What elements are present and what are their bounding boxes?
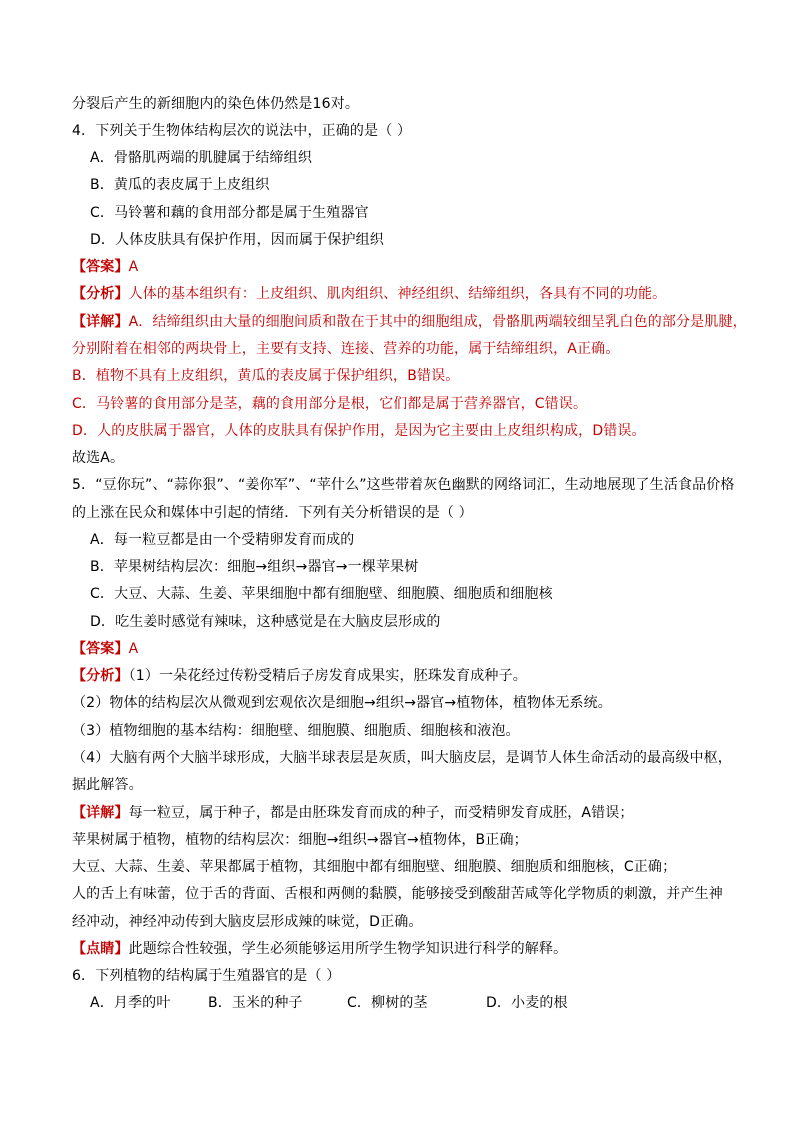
question-6-option-d: D．小麦的根 (486, 995, 568, 1011)
line-text: A．每一粒豆都是由一个受精卵发育而成的 (90, 532, 355, 548)
analysis-line (72, 693, 612, 713)
question-4-option-c (90, 203, 369, 223)
analysis-tag: 【分析】 (72, 668, 129, 684)
line-text: B．黄瓜的表皮属于上皮组织 (90, 177, 270, 193)
question-5-option-b (90, 557, 418, 577)
line-text: A．骨骼肌两端的肌腱属于结缔组织 (90, 150, 312, 166)
explanation-text: 每一粒豆，属于种子，都是由胚珠发育而成的种子，而受精卵发育成胚，A错误； (128, 805, 634, 821)
answer-text: A (128, 259, 139, 275)
analysis-line (72, 721, 520, 741)
explanation-line (72, 366, 459, 386)
analysis-line (72, 775, 143, 795)
line-text: B．植物不具有上皮组织，黄瓜的表皮属于保护组织，B错误。 (72, 368, 460, 384)
line-text: 分别附着在相邻的两块骨上，主要有支持、连接、营养的功能，属于结缔组织，A正确。 (72, 341, 620, 357)
question-5-option-a (90, 530, 354, 550)
explanation-tag: 【详解】 (72, 805, 129, 821)
line-text: C．马铃薯的食用部分是茎，藕的食用部分是根，它们都是属于营养器官，C错误。 (72, 396, 588, 412)
conclusion-line (72, 448, 124, 468)
line-text: D．人的皮肤属于器官，人体的皮肤具有保护作用，是因为它主要由上皮组织构成，D错误。 (72, 423, 646, 439)
question-6-option-c: C．柳树的茎 (347, 995, 428, 1011)
question-4-stem (72, 121, 411, 141)
explanation-line (72, 857, 676, 877)
line-text: 人的舌上有味蕾，位于舌的背面、舌根和两侧的黏膜，能够接受到酸甜苦咸等化学物质的刺激，并产生神 (72, 886, 723, 902)
explanation-tag: 【详解】 (72, 314, 129, 330)
question-5-explanation (72, 803, 634, 823)
line-text: （3）植物细胞的基本结构：细胞壁、细胞膜、细胞质、细胞核和液泡。 (72, 723, 520, 739)
comment-text: 此题综合性较强，学生必须能够运用所学生物学知识进行科学的解释。 (128, 941, 568, 957)
question-5-answer (72, 639, 138, 659)
question-4-analysis (72, 284, 666, 304)
explanation-line (72, 884, 723, 904)
line-text: 经冲动，神经冲动传到大脑皮层形成辣的味觉，D正确。 (72, 914, 423, 930)
answer-text: A (128, 641, 139, 657)
explanation-line (72, 339, 619, 359)
line-text: 据此解答。 (72, 777, 143, 793)
line-text: 6．下列植物的结构属于生殖器官的是（ ） (72, 968, 341, 984)
question-4-option-a (90, 148, 312, 168)
explanation-line (72, 394, 587, 414)
line-text: D．人体皮肤具有保护作用，因而属于保护组织 (90, 232, 384, 248)
line-text: C．大豆、大蒜、生姜、苹果细胞中都有细胞壁、细胞膜、细胞质和细胞核 (90, 586, 553, 602)
question-5-option-c (90, 584, 553, 604)
line-text: C．马铃薯和藕的食用部分都是属于生殖器官 (90, 205, 369, 221)
line-text: （2）物体的结构层次从微观到宏观依次是细胞→组织→器官→植物体，植物体无系统。 (72, 695, 612, 711)
explanation-line (72, 421, 646, 441)
line-text: 大豆、大蒜、生姜、苹果都属于植物，其细胞中都有细胞壁、细胞膜、细胞质和细胞核，C正确； (72, 859, 677, 875)
analysis-tag: 【分析】 (72, 286, 129, 302)
answer-tag: 【答案】 (72, 641, 129, 657)
line-text: 5．“豆你玩”、“蒜你狠”、“姜你军”、“苹什么”这些带着灰色幽默的网络词汇，生动地展现了生活食品价格 (72, 477, 735, 493)
line-text: D．吃生姜时感觉有辣味，这种感觉是在大脑皮层形成的 (90, 614, 441, 630)
answer-tag: 【答案】 (72, 259, 129, 275)
question-4-option-b (90, 175, 270, 195)
question-5-stem-cont (72, 503, 473, 523)
explanation-line (72, 830, 528, 850)
question-6-option-a: A．月季的叶 (90, 995, 171, 1011)
question-5-analysis (72, 666, 527, 686)
question-5-stem (72, 475, 735, 495)
analysis-text: （1）一朵花经过传粉受精后子房发育成果实，胚珠发育成种子。 (128, 668, 527, 684)
line-text: （4）大脑有两个大脑半球形成，大脑半球表层是灰质，叫大脑皮层，是调节人体生命活动的最高级中枢， (72, 750, 732, 766)
question-5-comment (72, 939, 567, 959)
line-text: 的上涨在民众和媒体中引起的情绪．下列有关分析错误的是（ ） (72, 505, 473, 521)
question-6-option-b: B．玉米的种子 (208, 995, 303, 1011)
line-text: 故选A。 (72, 450, 125, 466)
line-text: 分裂后产生的新细胞内的染色体仍然是16对。 (72, 96, 359, 112)
text-line-q3-end (72, 94, 359, 114)
question-5-option-d (90, 612, 441, 632)
question-4-answer (72, 257, 138, 277)
line-text: 苹果树属于植物，植物的结构层次：细胞→组织→器官→植物体，B正确； (72, 832, 528, 848)
question-4-option-d (90, 230, 384, 250)
question-6-stem (72, 966, 340, 986)
question-4-explanation (72, 312, 747, 332)
explanation-text: A．结缔组织由大量的细胞间质和散在于其中的细胞组成，骨骼肌两端较细呈乳白色的部分是肌腱， (128, 314, 747, 330)
line-text: 4．下列关于生物体结构层次的说法中，正确的是（ ） (72, 123, 412, 139)
comment-tag: 【点睛】 (72, 941, 129, 957)
line-text: B．苹果树结构层次：细胞→组织→器官→一棵苹果树 (90, 559, 419, 575)
analysis-text: 人体的基本组织有：上皮组织、肌肉组织、神经组织、结缔组织，各具有不同的功能。 (128, 286, 667, 302)
explanation-line (72, 912, 423, 932)
question-6-options (90, 993, 610, 1013)
analysis-line (72, 748, 732, 768)
